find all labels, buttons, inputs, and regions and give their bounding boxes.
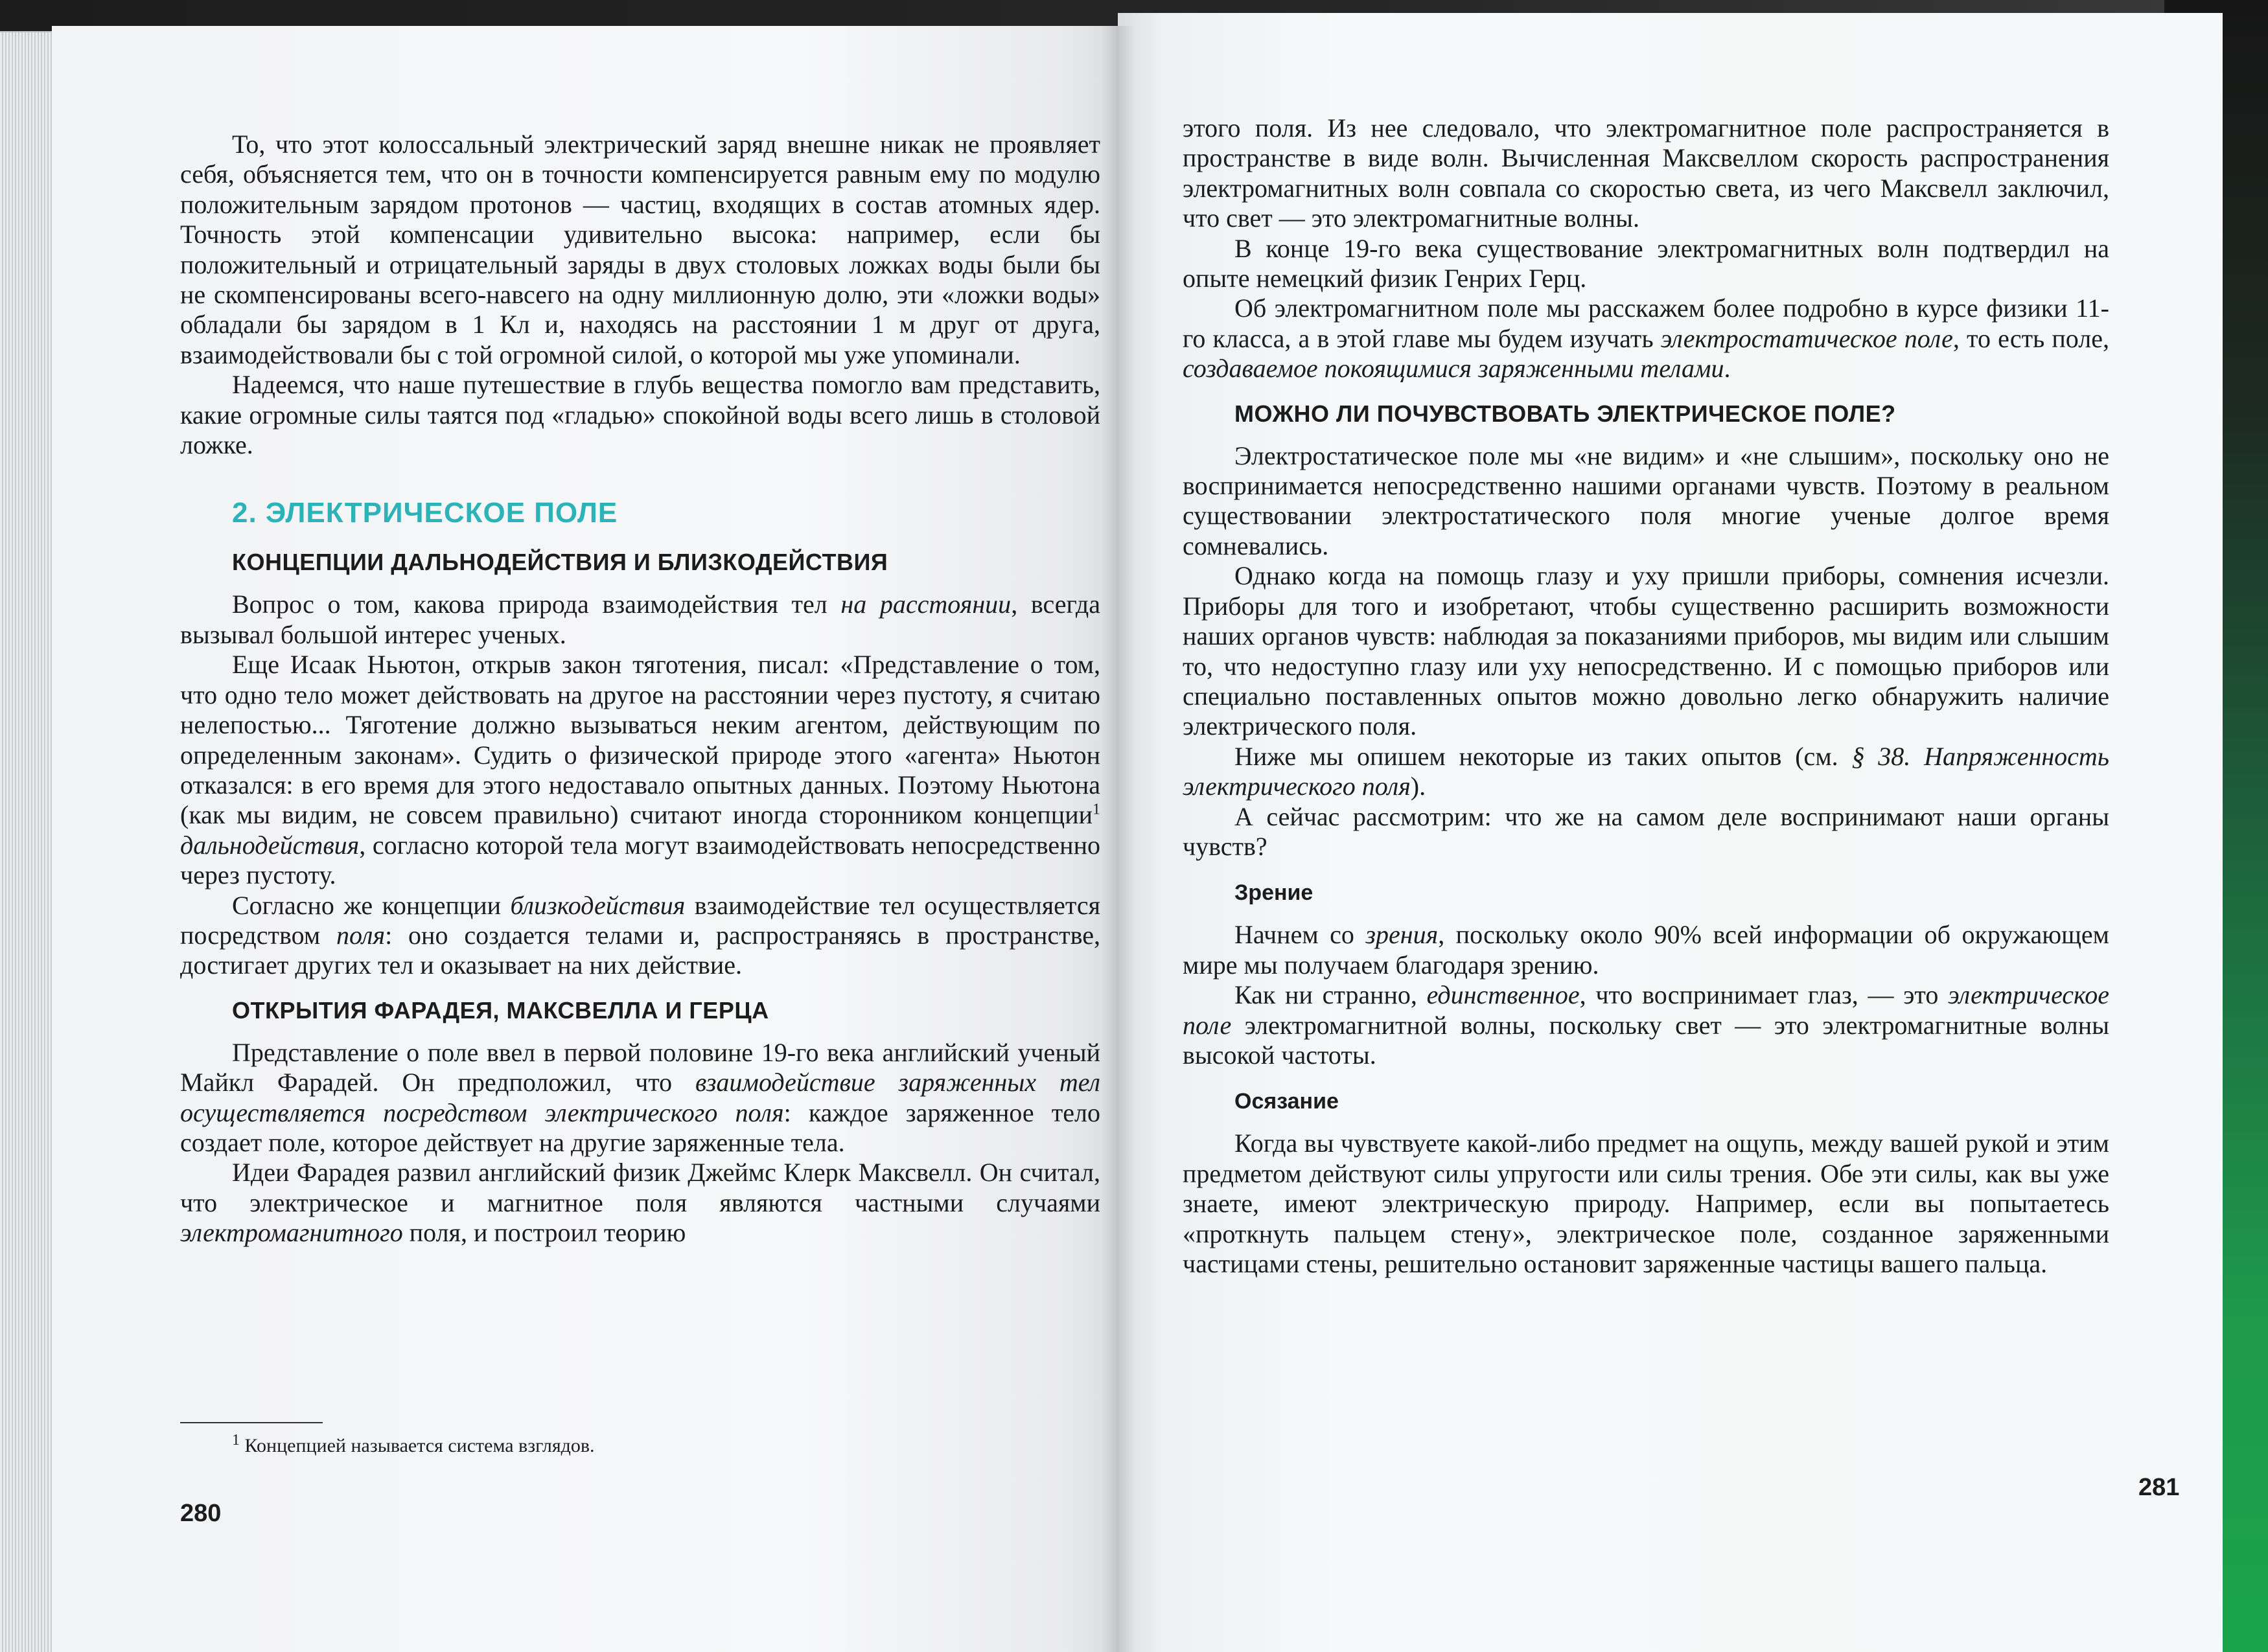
paragraph-short-range: Согласно же концепции близкодействия взаимодействие тел осуществляется посредством поля: оно создается телами и, распространяясь в пространстве, достигает других тел и оказывает на них действие. (180, 890, 1100, 980)
paragraph-maxwell-continued: этого поля. Из нее следовало, что электромагнитное поле распространяется в пространстве в виде волн. Вычисленная Максвеллом скорость распространения электромагнитных волн совпала со скоростью света, из чего Максвелл заключил, что свет — это электромагнитные волны. (1183, 113, 2109, 233)
paragraph-touch: Когда вы чувствуете какой-либо предмет на ощупь, между вашей рукой и этим предметом действуют силы упругости или силы трения. Обе эти силы, как вы уже знаете, имеют электрическую природу. Например, если вы попытаетесь «проткнуть пальцем стену», электрическое поле, созданное заряженными частицами стены, решительно остановит заряженные частицы вашего пальца. (1183, 1129, 2109, 1278)
paragraph-vision: Начнем со зрения, поскольку около 90% всей информации об окружающем мире мы получаем благодаря зрению. (1183, 920, 2109, 980)
page-number-left: 280 (180, 1500, 222, 1527)
heading-touch: Осязание (1234, 1089, 1339, 1114)
section-title: 2. ЭЛЕКТРИЧЕСКОЕ ПОЛЕ (232, 497, 618, 529)
footnote-divider (180, 1422, 323, 1423)
left-intro-paragraph-2: Надеемся, что наше путешествие в глубь вещества помогло вам представить, какие огромные силы таятся под «гладью» спокойной воды всего лишь в столовой ложке. (180, 370, 1100, 460)
subsection-title-feel-field: МОЖНО ЛИ ПОЧУВСТВОВАТЬ ЭЛЕКТРИЧЕСКОЕ ПОЛЕ? (1234, 400, 1896, 427)
right-page (1118, 13, 2223, 1652)
book-gutter (1102, 26, 1134, 1652)
left-intro-paragraph-1: То, что этот колоссальный электрический заряд внешне никак не проявляет себя, объясняется тем, что он в точности компенсируется равным ему по модулю положительным зарядом протонов — частиц, входящих в состав атомных ядер. Точность этой компенсации удивительно высока: например, если бы положительный и отрицательный заряды в двух столовых ложках воды были бы не скомпенсированы всего-навсего на одну миллионную долю, эти «ложки воды» обладали бы зарядом в 1 Кл и, находясь на расстоянии 1 м друг от друга, взаимодействовали бы с той огромной силой, о которой мы уже упоминали. (180, 130, 1100, 369)
paragraph-eye-field: Как ни странно, единственное, что воспринимает глаз, — это электрическое поле электромагнитной волны, поскольку свет — это электромагнитные волны высокой частоты. (1183, 980, 2109, 1070)
paragraph-faraday: Представление о поле ввел в первой половине 19-го века английский ученый Майкл Фарадей. Он предположил, что взаимодействие заряженных тел осуществляется посредством электрического поля: каждое заряженное тело создает поле, которое действует на другие заряженные тела. (180, 1037, 1100, 1157)
left-page (52, 26, 1118, 1652)
paragraph-newton: Еще Исаак Ньютон, открыв закон тяготения, писал: «Представление о том, что одно тело может действовать на другое на расстоянии через пустоту, я считаю нелепостью... Тяготение должно вызываться неким агентом, действующим по определенным законам». Судить о физической природе этого «агента» Ньютон отказался: в его время для этого недоставало опытных данных. Поэтому Ньютона (как мы видим, не совсем правильно) считают иногда сторонником концепции$^1$ дальнодействия, согласно которой тела могут взаимодействовать непосредственно через пустоту. (180, 650, 1100, 890)
subsection-title-concepts: КОНЦЕПЦИИ ДАЛЬНОДЕЙСТВИЯ И БЛИЗКОДЕЙСТВИЯ (232, 549, 888, 576)
paragraph-not-perceived: Электростатическое поле мы «не видим» и «не слышим», поскольку оно не воспринимается непосредственно нашими органами чувств. Поэтому в реальном существовании электростатического поля многие ученые долгое время сомневались. (1183, 441, 2109, 560)
paragraph-senses-question: А сейчас рассмотрим: что же на самом деле воспринимают наши органы чувств? (1183, 801, 2109, 861)
heading-vision: Зрение (1234, 880, 1313, 906)
paragraph-experiments-ref: Ниже мы опишем некоторые из таких опытов (см. § 38. Напряженность электрического поля). (1183, 741, 2110, 801)
subsection-title-discoveries: ОТКРЫТИЯ ФАРАДЕЯ, МАКСВЕЛЛА И ГЕРЦА (232, 996, 769, 1024)
paragraph-electrostatic-field: Об электромагнитном поле мы расскажем более подробно в курсе физики 11-го класса, а в этой главе мы будем изучать электростатическое поле, то есть поле, создаваемое покоящимися заряженными телами. (1183, 293, 2109, 384)
left-page-text (180, 130, 1100, 1248)
footnote-ref: 1 (1093, 801, 1100, 818)
footnote: $^1$ Концепцией называется система взглядов. (232, 1432, 595, 1456)
page-edges (0, 32, 52, 1652)
page-number-right: 281 (2138, 1474, 2180, 1501)
paragraph-maxwell: Идеи Фарадея развил английский физик Джеймс Клерк Максвелл. Он считал, что электрическое и магнитное поля являются частными случаями электромагнитного поля, и построил теорию (180, 1158, 1100, 1248)
paragraph-interaction-question: Вопрос о том, какова природа взаимодействия тел на расстоянии, всегда вызывал большой интерес ученых. (180, 590, 1101, 649)
paragraph-instruments: Однако когда на помощь глазу и уху пришли приборы, сомнения исчезли. Приборы для того и изобретают, чтобы существенно расширить возможности наших органов чувств: наблюдая за показаниями приборов, мы видим или слышим то, что недоступно глазу или уху непосредственно. И с помощью приборов или специально поставленных опытов можно довольно легко обнаружить наличие электрического поля. (1183, 561, 2109, 741)
right-page-text (1183, 113, 2109, 1279)
paragraph-hertz: В конце 19-го века существование электромагнитных волн подтвердил на опыте немецкий физик Генрих Герц. (1183, 233, 2109, 293)
